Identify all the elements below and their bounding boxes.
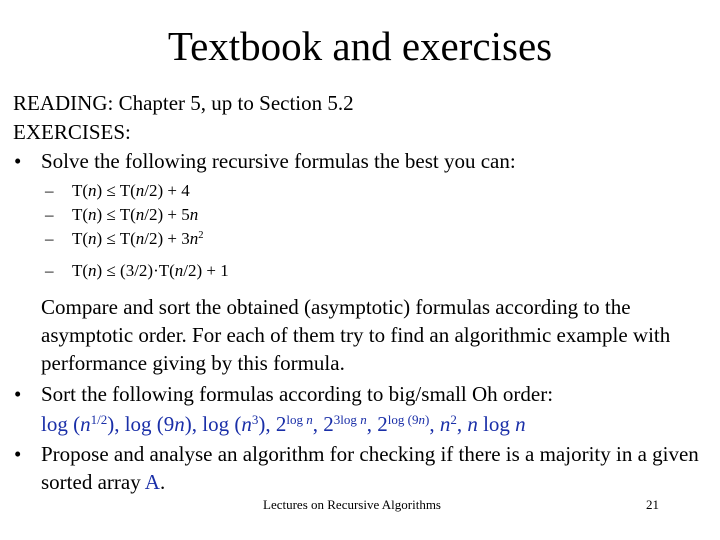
bullet-majority-text: Propose and analyse an algorithm for checking if there is a majority in a given sorted array A. <box>41 442 699 494</box>
slide-title: Textbook and exercises <box>167 23 553 69</box>
recurrence-3: $T(n) \le T(n/2) + 3n^2$ <box>72 229 204 248</box>
recurrence-1: T(n) ≤ T(n/2) + 4 <box>72 181 190 200</box>
bullet-marker: • <box>14 149 22 173</box>
formula-list: $\log (n^{1/2})$, log (9n), $\log (n^3)$, $2^{log n}$, $2^{3log n}$, $2^{log (9n)}$, $n^2$, n log n <box>41 411 526 436</box>
bullet-solve-text: Solve the following recursive formulas the best you can: <box>41 149 516 173</box>
footer-label: Lectures on Recursive Algorithms <box>263 497 441 512</box>
dash-marker: – <box>45 261 54 280</box>
recurrence-2: T(n) ≤ T(n/2) + 5n <box>72 205 199 224</box>
dash-marker: – <box>45 205 54 224</box>
compare-paragraph: Compare and sort the obtained (asymptotic) formulas according to the asymptotic order. For each of them try to find an algorithmic example with performance giving by this formula. <box>41 295 671 375</box>
exercises-heading: EXERCISES: <box>13 120 131 144</box>
reading-line: READING: Chapter 5, up to Section 5.2 <box>13 91 354 115</box>
array-name: A <box>144 470 160 494</box>
recurrence-4: T(n) ≤ (3/2)·T(n/2) + 1 <box>72 261 229 280</box>
page-number: 21 <box>646 497 659 512</box>
bullet-sort-text: Sort the following formulas according to big/small Oh order: <box>41 382 554 406</box>
dash-marker: – <box>45 229 54 248</box>
bullet-marker: • <box>14 382 22 406</box>
bullet-marker: • <box>14 442 22 466</box>
dash-marker: – <box>45 181 54 200</box>
